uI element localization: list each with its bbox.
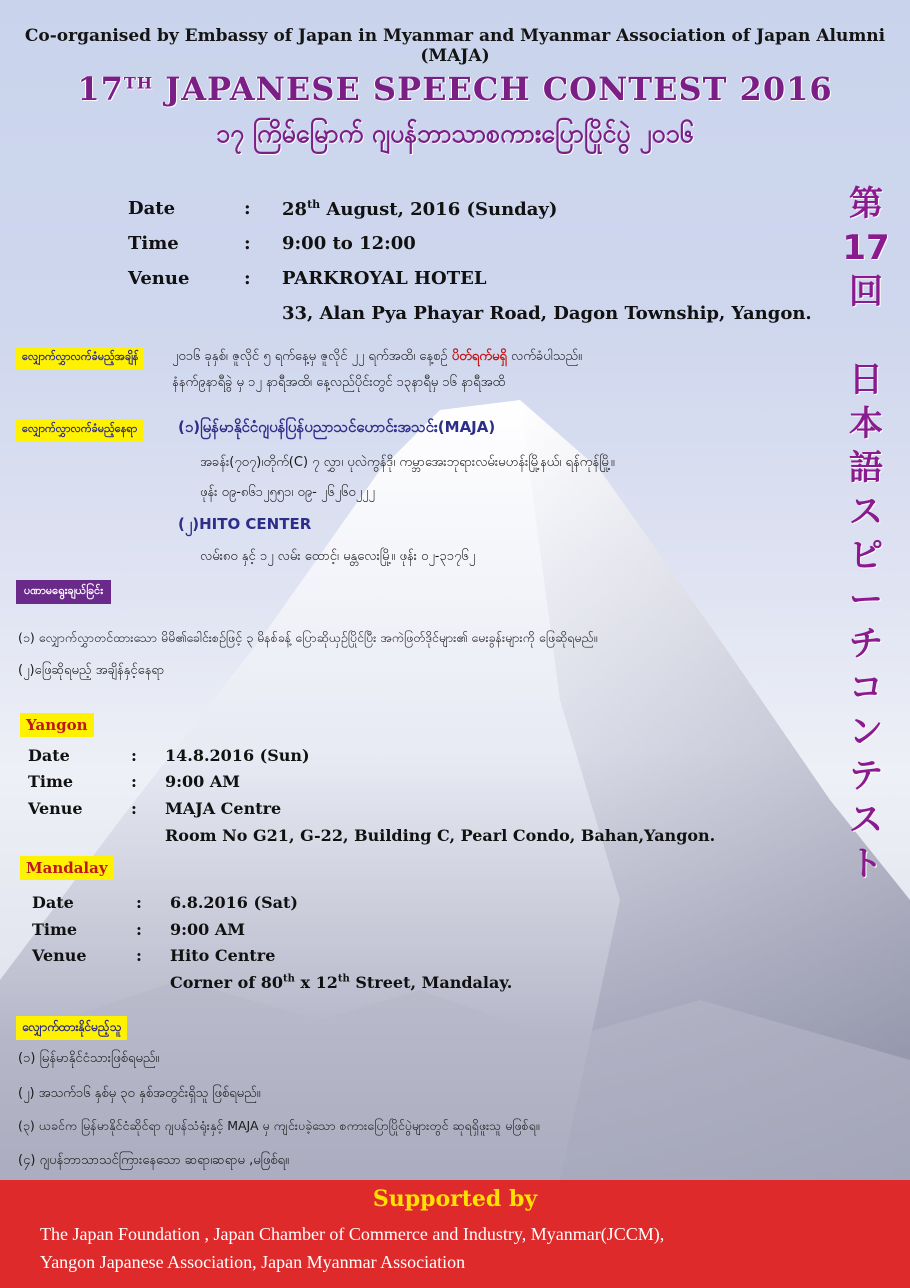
apply-period-text-end: လက်ခံပါသည်။ (506, 349, 582, 364)
mandalay-venue-address (170, 973, 512, 992)
yangon-venue-value: MAJA Centre (165, 799, 282, 818)
mandalay-date-value: 6.8.2016 (Sat) (170, 893, 298, 912)
yangon-city-label: Yangon (20, 713, 94, 737)
vertical-title-char: ス (849, 800, 883, 840)
selection-line2: (၂)ဖြေဆိုရမည့် အချိန်နှင့်နေရာ (18, 663, 165, 678)
colon: : (244, 268, 251, 289)
eligibility-item: (၄) ဂျပန်ဘာသာသင်ကြားနေသော ဆရာ၊ဆရာမ ,မဖြစ်ရ။ (18, 1153, 289, 1168)
vertical-title-char: ピ (849, 536, 883, 576)
date-rest: August, 2016 (Sunday) (320, 199, 558, 220)
supporters-line-2: Yangon Japanese Association, Japan Myanmar Association (40, 1252, 466, 1272)
date-day: 28 (282, 199, 308, 220)
event-venue-label: Venue (128, 268, 190, 289)
colon: : (131, 772, 137, 791)
eligibility-item: (၁) မြန်မာနိုင်ငံသားဖြစ်ရမည်။ (18, 1051, 160, 1066)
selection-label: ပဏာမရွေးချယ်ခြင်း (16, 580, 111, 604)
event-time-label: Time (128, 233, 179, 254)
colon: : (136, 920, 142, 939)
co-organised-text: Co-organised by Embassy of Japan in Myanmar and Myanmar Association of Japan Alumni (MAJA) (24, 26, 886, 66)
apply-place-1-phone: ဖုန်း ၀၉-၈၆၁၂၅၅၁၊ ၀၉- ၂၆၂၆၀၂၂၂ (200, 485, 375, 500)
apply-place-2: (၂)HITO CENTER (178, 515, 312, 533)
contest-subtitle-myanmar: ၁၇ ကြိမ်မြောက် ဂျပန်ဘာသာစကားပြောပြိုင်ပွဲ ၂၀၁၆ (216, 119, 694, 148)
title-ordinal: TH (123, 73, 153, 93)
addr-ordinal: th (283, 973, 295, 985)
addr-part: x 12 (294, 973, 338, 992)
supported-by-heading: Supported by (372, 1186, 538, 1212)
vertical-title-char: テ (849, 756, 883, 796)
colon: : (244, 233, 251, 254)
mandalay-city-label: Mandalay (20, 856, 114, 880)
vertical-title-char: 語 (849, 448, 883, 488)
vertical-title-char: 回 (849, 272, 883, 312)
mandalay-time-value: 9:00 AM (170, 920, 245, 939)
mandalay-date-label: Date (32, 893, 74, 912)
mandalay-venue-value: Hito Centre (170, 946, 276, 965)
mandalay-time-label: Time (32, 920, 78, 939)
yangon-venue-address: Room No G21, G-22, Building C, Pearl Condo, Bahan,Yangon. (165, 826, 716, 845)
colon: : (136, 946, 142, 965)
addr-ordinal: th (337, 973, 350, 985)
selection-line1: (၁) လျှောက်လွှာတင်ထားသော မိမိ၏ခေါင်းစဉ်ဖြင့် ၃ မိနစ်ခန့် ပြောဆိုယှဉ်ပြိုင်ပြီး အကဲဖြတ်ဒိုင်များ၏ မေးခွန်းများကို ဖြေဆိုရမည်။ (18, 630, 598, 645)
apply-period-line2: နံနက်၉နာရီခွဲ မှ ၁၂ နာရီအထိ၊ နေ့လည်ပိုင်းတွင် ၁၃နာရီမှ ၁၆ နာရီအထိ (172, 375, 506, 390)
colon: : (131, 799, 137, 818)
yangon-date-label: Date (28, 746, 70, 765)
apply-place-1: (၁)မြန်မာနိုင်ငံဂျပန်ပြန်ပညာသင်ဟောင်းအသင်း(MAJA) (178, 418, 496, 436)
addr-part: Corner of 80 (170, 973, 284, 992)
event-date-label: Date (128, 198, 176, 219)
event-venue-value: PARKROYAL HOTEL (282, 268, 487, 289)
colon: : (136, 893, 142, 912)
yangon-venue-label: Venue (28, 799, 83, 818)
supporters-footer (0, 1180, 910, 1288)
apply-period-label: လျှောက်လွှာလက်ခံမည့်အချိန် (16, 347, 144, 369)
addr-part: Street, Mandalay. (349, 973, 513, 992)
apply-place-1-address: အခန်း(၇၀၇)၊တိုက်(C) ၇ လွှာ၊ ပုလဲကွန်ဒို၊ ကမ္ဘာအေးဘုရားလမ်းမဟန်းမြို့နယ်၊ ရန်ကုန်မြို့။ (200, 455, 615, 470)
vertical-title-char: ン (849, 712, 883, 752)
yangon-time-label: Time (28, 772, 74, 791)
apply-place-label: လျှောက်လွှာလက်ခံမည့်နေရာ (16, 419, 143, 441)
yangon-date-value: 14.8.2016 (Sun) (165, 746, 310, 765)
vertical-title-char: ー (849, 580, 883, 620)
vertical-title-char: 第 (849, 184, 883, 224)
eligibility-item: (၃) ယခင်က မြန်မာနိုင်ငံဆိုင်ရာ ဂျပန်သံရုံးနှင့် MAJA မှ ကျင်းပခဲ့သော စကားပြောပြိုင်ပွဲများတွင် ဆုရရှိဖူးသူ မဖြစ်ရ။ (18, 1118, 540, 1133)
vertical-title-char: ス (849, 492, 883, 532)
vertical-title-char: 日 (849, 360, 883, 400)
date-ordinal: th (307, 198, 321, 211)
event-venue-address: 33, Alan Pya Phayar Road, Dagon Township, Yangon. (282, 303, 812, 324)
title-number: 17 (77, 70, 124, 108)
colon: : (244, 198, 251, 219)
vertical-title-char: 17 (842, 228, 890, 268)
vertical-title-char: ト (849, 844, 883, 884)
apply-period-text: ၂၀၁၆ ခုနှစ်၊ ဇူလိုင် ၅ ရက်နေ့မှ ဇူလိုင် ၂၂ ရက်အထိ၊ နေ့စဉ် (172, 349, 452, 364)
apply-period-highlight: ပိတ်ရက်မရှိ (451, 349, 507, 364)
yangon-time-value: 9:00 AM (165, 772, 240, 791)
supporters-line-1: The Japan Foundation , Japan Chamber of Commerce and Industry, Myanmar(JCCM), (40, 1224, 665, 1244)
vertical-title-char: コ (849, 668, 883, 708)
vertical-title-char: チ (849, 624, 883, 664)
eligibility-item: (၂) အသက်၁၆ နှစ်မှ ၃၀ နှစ်အတွင်းရှိသူ ဖြစ်ရမည်။ (18, 1086, 261, 1101)
event-time-value: 9:00 to 12:00 (282, 233, 416, 254)
title-text: JAPANESE SPEECH CONTEST 2016 (152, 70, 833, 108)
eligibility-label: လျှောက်ထားနိုင်မည့်သူ (16, 1016, 127, 1040)
vertical-title-char: 本 (849, 404, 883, 444)
mandalay-venue-label: Venue (32, 946, 87, 965)
colon: : (131, 746, 137, 765)
apply-place-2-address: လမ်း၈၀ နှင့် ၁၂ လမ်း ထောင့်၊ မန္တလေးမြို့။ ဖုန်း ၀၂-၃၁၇၆၂ (200, 549, 476, 564)
